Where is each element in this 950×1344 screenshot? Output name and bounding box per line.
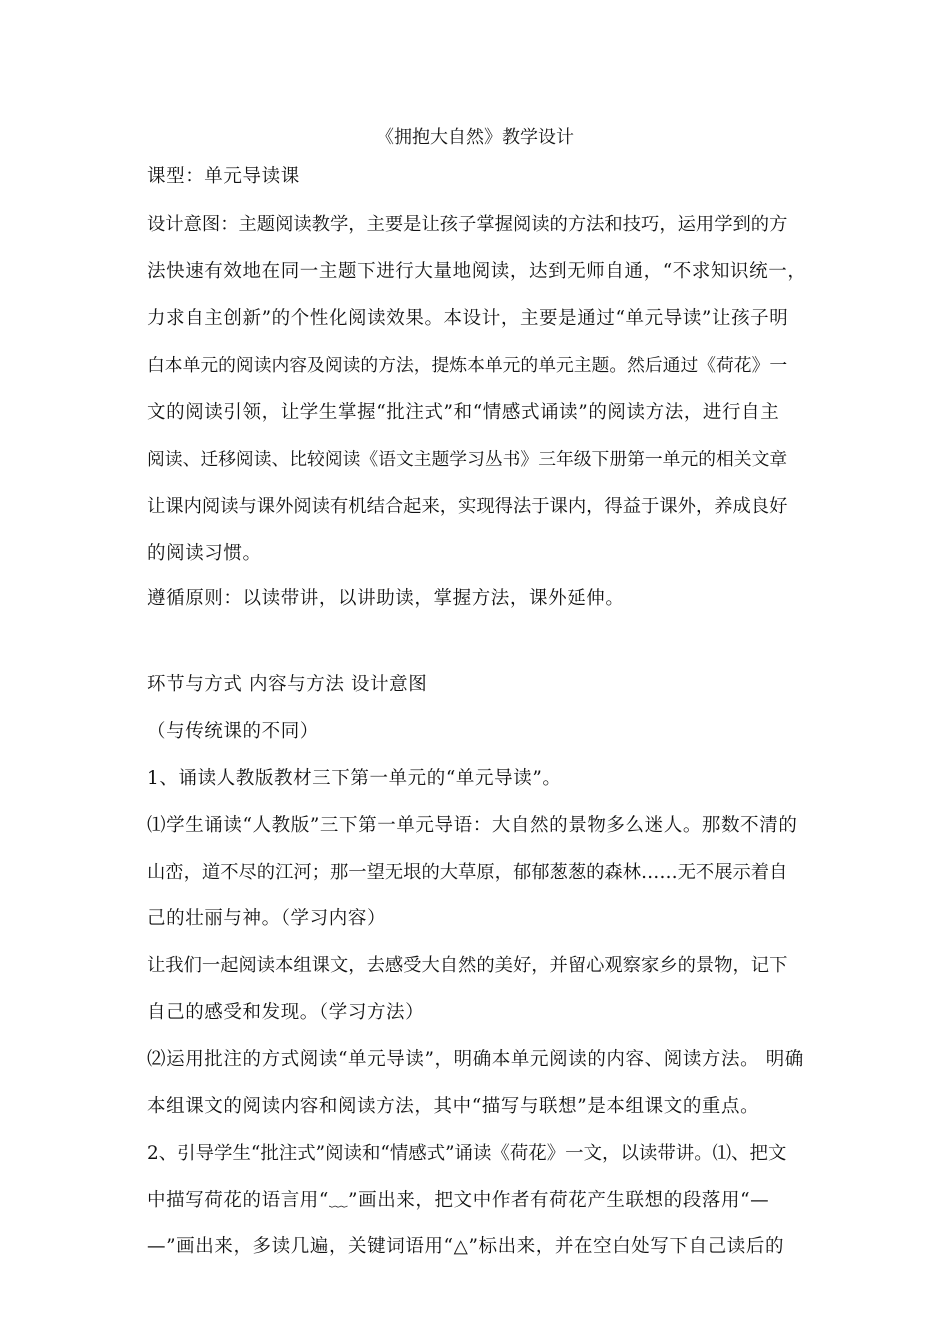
text-line: 自己的感受和发现。（学习方法） xyxy=(147,1002,425,1023)
text-line: 山峦，道不尽的江河；那一望无垠的大草原，郁郁葱葱的森林……无不展示着自 xyxy=(147,862,788,883)
text-line: 中描写荷花的语言用“﹏”画出来，把文中作者有荷花产生联想的段落用“— xyxy=(147,1190,770,1211)
text-line: 法快速有效地在同一主题下进行大量地阅读，达到无师自通，“不求知识统一， xyxy=(147,261,807,282)
text-line: ⑵运用批注的方式阅读“单元导读”，明确本单元阅读的内容、阅读方法。 明确 xyxy=(147,1049,804,1070)
text-line: （与传统课的不同） xyxy=(147,721,319,742)
text-line: —”画出来，多读几遍，关键词语用“△”标出来，并在空白处写下自己读后的 xyxy=(147,1236,785,1257)
text-line: 让我们一起阅读本组课文，去感受大自然的美好，并留心观察家乡的景物，记下 xyxy=(147,955,788,976)
text-line: 己的壮丽与神。（学习内容） xyxy=(147,908,387,929)
text-line-principles: 遵循原则：以读带讲，以讲助读，掌握方法，课外延伸。 xyxy=(147,588,625,609)
text-line: ⑴学生诵读“人教版”三下第一单元导语：大自然的景物多么迷人。那数不清的 xyxy=(147,815,798,836)
section-heading-2: 2、引导学生“批注式”阅读和“情感式”诵读《荷花》一文，以读带讲。⑴、把文 xyxy=(147,1143,787,1164)
text-line: 的阅读习惯。 xyxy=(147,543,262,564)
table-header-line: 环节与方式 内容与方法 设计意图 xyxy=(147,674,428,695)
text-line: 让课内阅读与课外阅读有机结合起来，实现得法于课内，得益于课外，养成良好 xyxy=(147,496,788,517)
text-line-design-intent: 设计意图：主题阅读教学，主要是让孩子掌握阅读的方法和技巧，运用学到的方 xyxy=(147,214,788,235)
section-heading-1: 1、诵读人教版教材三下第一单元的“单元导读”。 xyxy=(147,768,562,789)
text-line-lesson-type: 课型：单元导读课 xyxy=(147,166,300,187)
text-line: 力求自主创新”的个性化阅读效果。本设计，主要是通过“单元导读”让孩子明 xyxy=(147,308,789,329)
text-line: 白本单元的阅读内容及阅读的方法，提炼本单元的单元主题。然后通过《荷花》一 xyxy=(147,355,788,376)
text-line: 阅读、迁移阅读、比较阅读《语文主题学习丛书》三年级下册第一单元的相关文章 xyxy=(147,449,788,470)
text-line: 本组课文的阅读内容和阅读方法，其中“描写与联想”是本组课文的重点。 xyxy=(147,1096,760,1117)
text-line: 文的阅读引领，让学生掌握“批注式”和“情感式诵读”的阅读方法，进行自主 xyxy=(147,402,780,423)
document-title: 《拥抱大自然》教学设计 xyxy=(376,127,574,148)
